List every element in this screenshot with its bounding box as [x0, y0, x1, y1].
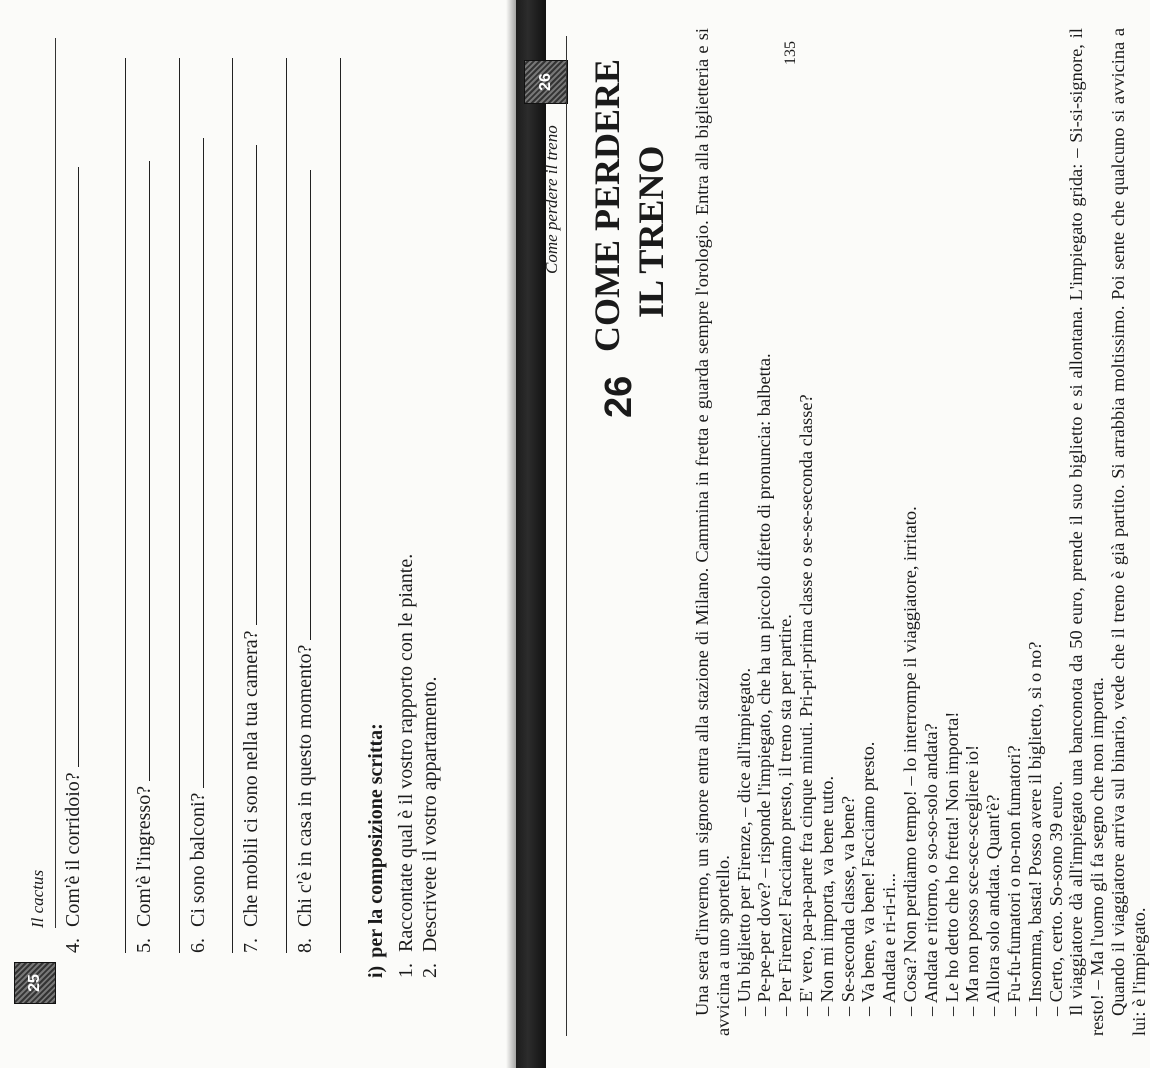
story-paragraph: – Un biglietto per Firenze, – dice all'impiegato.	[733, 667, 754, 1016]
gutter-shadow	[506, 0, 516, 1068]
story-paragraph: – Andata e ritorno, o so-so-solo andata?	[920, 723, 941, 1016]
question-6	[187, 138, 210, 953]
page-number: 135	[782, 41, 799, 65]
question-text: Com'è l'ingresso?	[133, 785, 155, 927]
story-paragraph: – Per Firenze! Facciamo presto, il treno sta per partire.	[775, 614, 796, 1016]
section-label: i)	[365, 965, 387, 978]
story-paragraph: – Allora solo andata. Quant'è?	[983, 794, 1004, 1016]
item-text: Raccontate qual è il vostro rapporto con le piante.	[395, 553, 417, 952]
answer-line	[232, 58, 233, 953]
answer-line	[203, 138, 204, 788]
story-paragraph: – Cosa? Non perdiamo tempo! – lo interrompe il viaggiatore, irritato.	[899, 506, 920, 1016]
question-text: Che mobili ci sono nella tua camera?	[240, 630, 262, 927]
story-paragraph: – Andata e ri-ri-ri...	[879, 873, 900, 1016]
question-text: Com'è il corridoio?	[62, 772, 84, 927]
answer-line	[310, 170, 311, 640]
answer-line	[149, 161, 150, 781]
unit-badge-left-number: 25	[26, 974, 43, 992]
section-title-text: per la composizione scritta:	[365, 723, 387, 958]
header-rule-right	[566, 36, 567, 1036]
question-4	[62, 167, 85, 953]
answer-line	[125, 58, 126, 953]
running-header-left: Il cactus	[28, 869, 47, 928]
question-7	[240, 145, 263, 953]
chapter-number: 26	[598, 375, 640, 418]
story-paragraph: – Se-seconda classe, va bene?	[837, 795, 858, 1016]
question-text: Ci sono balconi?	[187, 792, 209, 927]
answer-line	[78, 167, 79, 767]
question-number: 8.	[294, 938, 316, 953]
question-text: Chi c'è in casa in questo momento?	[294, 644, 316, 927]
unit-badge-right	[524, 60, 568, 104]
unit-badge-left	[14, 962, 56, 1004]
story-paragraph: – Pe-pe-per dove? – risponde l'impiegato, che ha un piccolo difetto di pronuncia: balbetta.	[754, 353, 775, 1016]
composition-item-1	[395, 554, 418, 978]
story-paragraph: – Ma non posso sce-sce-scegliere io!	[962, 744, 983, 1016]
running-header-right: Come perdere il treno	[542, 125, 561, 274]
question-number: 7.	[240, 938, 262, 953]
question-number: 5.	[133, 938, 155, 953]
item-number: 1.	[395, 963, 417, 978]
story-paragraph: – Insomma, basta! Posso avere il biglietto, sì o no?	[1024, 641, 1045, 1016]
chapter-title-line-1: COME PERDERE	[587, 58, 627, 352]
unit-badge-right-number: 26	[537, 73, 554, 91]
item-number: 2.	[419, 963, 441, 978]
question-number: 6.	[187, 938, 209, 953]
composition-item-2	[419, 677, 442, 978]
story-paragraph: Il viaggiatore dà all'impiegato una banconota da 50 euro, prende il suo biglietto e si allontana. L'impiegato grida: – Si-si-signore, il resto! – Ma l'uomo gli fa segno che non importa.	[1066, 28, 1108, 1036]
question-5	[133, 161, 156, 953]
answer-line	[286, 58, 287, 953]
answer-line	[179, 58, 180, 953]
story-paragraph: – E' vero, pa-pa-parte fra cinque minuti. Pri-pri-prima classe o se-se-seconda classe?	[795, 394, 816, 1016]
story-text	[692, 28, 1150, 1036]
composition-section-title	[365, 723, 388, 978]
question-8	[294, 170, 317, 953]
answer-line	[256, 145, 257, 625]
story-paragraph: – Le ho detto che ho fretta! Non importa!	[941, 711, 962, 1016]
story-paragraph: Quando il viaggiatore arriva sul binario, vede che il treno è già partito. Si arrabbia moltissimo. Poi sente che qualcuno si avvicina a lui: è l'impiegato.	[1107, 28, 1149, 1036]
story-paragraph: – Va bene, va bene! Facciamo presto.	[858, 741, 879, 1016]
item-text: Descrivete il vostro appartamento.	[419, 676, 441, 952]
question-number: 4.	[62, 938, 84, 953]
header-rule-left	[55, 38, 56, 928]
story-paragraph: – Fu-fu-fumatori o no-non fumatori?	[1003, 745, 1024, 1016]
story-paragraph: Una sera d'inverno, un signore entra alla stazione di Milano. Cammina in fretta e guarda sempre l'orologio. Entra alla biglietteria e si avvicina a uno sportello.	[692, 28, 733, 1036]
chapter-title-line-2: IL TRENO	[631, 145, 671, 318]
story-paragraph: – Certo, certo. So-sono 39 euro.	[1045, 781, 1066, 1016]
story-paragraph: – Non mi importa, va bene tutto.	[816, 775, 837, 1016]
answer-line	[340, 58, 341, 953]
